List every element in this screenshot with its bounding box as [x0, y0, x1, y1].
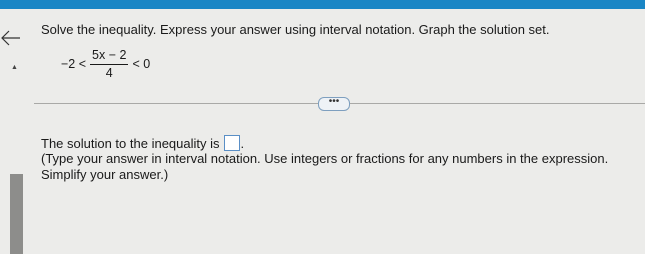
answer-hint: (Type your answer in interval notation. Use integers or fractions for any numbers in the expression. Simplify your answer.) [41, 151, 609, 182]
solution-prompt: The solution to the inequality is [41, 135, 220, 151]
back-arrow-icon[interactable] [0, 28, 22, 48]
question-panel [0, 9, 645, 254]
inequality-right: < 0 [132, 57, 151, 71]
solution-period: . [240, 135, 245, 151]
answer-input-box[interactable] [224, 135, 240, 151]
more-options-button[interactable]: ••• [318, 97, 350, 111]
scrollbar-strip[interactable] [10, 174, 23, 254]
question-instructions: Solve the inequality. Express your answer using interval notation. Graph the solution set. [41, 22, 550, 37]
fraction-numerator: 5x − 2 [92, 48, 127, 62]
inequality-left: −2 < [61, 57, 87, 71]
top-bar [0, 0, 645, 9]
solution-line [41, 135, 244, 151]
fraction [90, 49, 128, 79]
caret-up-icon: ▲ [11, 64, 18, 71]
fraction-denominator: 4 [105, 65, 113, 80]
inequality-expression [61, 47, 150, 81]
